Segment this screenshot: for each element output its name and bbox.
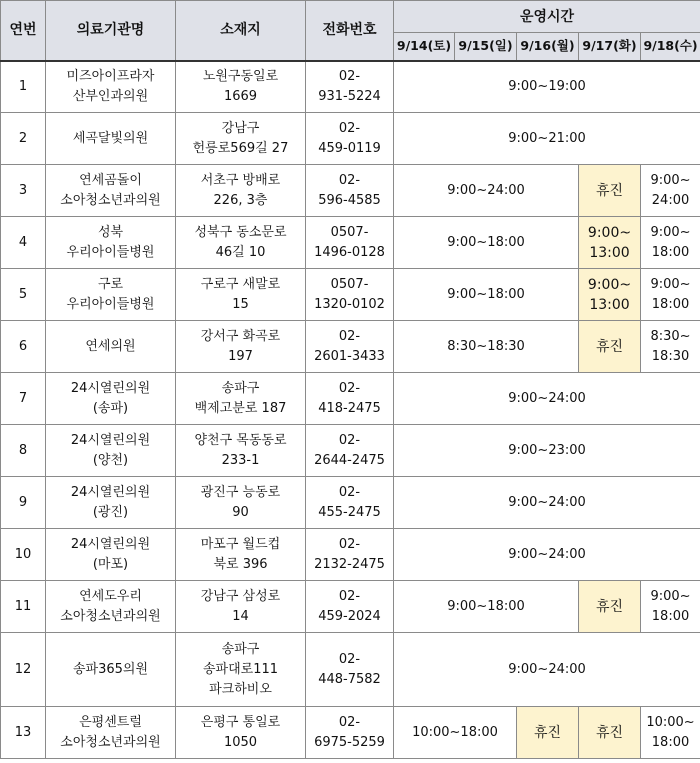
closed-cell: 휴진	[579, 165, 641, 217]
table-row	[1, 707, 700, 759]
hours-cell: 9:00~ 18:00	[641, 581, 700, 633]
table-row	[1, 269, 700, 321]
hours-cell: 9:00~ 18:00	[641, 217, 700, 269]
hospital-address: 강서구 화곡로 197	[176, 321, 306, 373]
table-row	[1, 113, 700, 165]
table-row	[1, 633, 700, 707]
row-number: 3	[1, 165, 46, 217]
hospital-address: 광진구 능동로 90	[176, 477, 306, 529]
header-date-4: 9/18(수)	[641, 33, 700, 61]
hours-cell: 10:00~18:00	[394, 707, 517, 759]
hospital-name: 송파365의원	[46, 633, 176, 707]
hospital-phone: 02- 596-4585	[306, 165, 394, 217]
hours-cell: 8:30~18:30	[394, 321, 579, 373]
row-number: 2	[1, 113, 46, 165]
hospital-address: 은평구 통일로 1050	[176, 707, 306, 759]
row-number: 4	[1, 217, 46, 269]
hospital-name: 24시열린의원 (양천)	[46, 425, 176, 477]
table-row	[1, 529, 700, 581]
hospital-address: 양천구 목동동로 233-1	[176, 425, 306, 477]
hospital-name: 연세곰돌이 소아청소년과의원	[46, 165, 176, 217]
hours-cell: 9:00~24:00	[394, 477, 700, 529]
row-number: 13	[1, 707, 46, 759]
hospital-address: 강남구 삼성로 14	[176, 581, 306, 633]
table-header	[1, 1, 700, 61]
hospital-name: 연세의원	[46, 321, 176, 373]
hospital-name: 구로 우리아이들병원	[46, 269, 176, 321]
table-row	[1, 373, 700, 425]
hours-cell: 9:00~24:00	[394, 529, 700, 581]
hospital-address: 구로구 새말로 15	[176, 269, 306, 321]
hospital-phone: 02- 459-2024	[306, 581, 394, 633]
table-row	[1, 425, 700, 477]
row-number: 12	[1, 633, 46, 707]
row-number: 11	[1, 581, 46, 633]
hospital-phone: 02- 931-5224	[306, 61, 394, 113]
hospital-name: 24시열린의원 (송파)	[46, 373, 176, 425]
header-date-3: 9/17(화)	[579, 33, 641, 61]
header-date-2: 9/16(월)	[517, 33, 579, 61]
header-date-0: 9/14(토)	[394, 33, 455, 61]
hours-cell: 8:30~ 18:30	[641, 321, 700, 373]
hospital-phone: 02- 2644-2475	[306, 425, 394, 477]
hospital-phone: 02- 459-0119	[306, 113, 394, 165]
hours-cell: 9:00~18:00	[394, 269, 579, 321]
hospital-address: 송파구 송파대로111 파크하비오	[176, 633, 306, 707]
closed-cell: 9:00~ 13:00	[579, 217, 641, 269]
table-row	[1, 217, 700, 269]
hours-cell: 9:00~ 24:00	[641, 165, 700, 217]
closed-cell: 휴진	[579, 707, 641, 759]
row-number: 6	[1, 321, 46, 373]
hospital-phone: 0507- 1320-0102	[306, 269, 394, 321]
hospital-phone: 02- 2601-3433	[306, 321, 394, 373]
hospital-name: 연세도우리 소아청소년과의원	[46, 581, 176, 633]
hospital-name: 성북 우리아이들병원	[46, 217, 176, 269]
closed-cell: 휴진	[517, 707, 579, 759]
hours-cell: 9:00~ 18:00	[641, 269, 700, 321]
row-number: 8	[1, 425, 46, 477]
header-hours: 운영시간	[394, 1, 700, 33]
hospital-address: 노원구동일로 1669	[176, 61, 306, 113]
row-number: 10	[1, 529, 46, 581]
header-name: 의료기관명	[46, 1, 176, 61]
closed-cell: 휴진	[579, 321, 641, 373]
table-row	[1, 61, 700, 113]
hospital-name: 24시열린의원 (마포)	[46, 529, 176, 581]
hospital-address: 마포구 월드컵 북로 396	[176, 529, 306, 581]
header-date-1: 9/15(일)	[455, 33, 517, 61]
hours-cell: 9:00~21:00	[394, 113, 700, 165]
header-phone: 전화번호	[306, 1, 394, 61]
header-no: 연번	[1, 1, 46, 61]
hours-cell: 9:00~24:00	[394, 633, 700, 707]
hospital-phone: 02- 6975-5259	[306, 707, 394, 759]
hours-cell: 9:00~18:00	[394, 581, 579, 633]
closed-cell: 9:00~ 13:00	[579, 269, 641, 321]
hospital-phone: 0507- 1496-0128	[306, 217, 394, 269]
table-row	[1, 581, 700, 633]
row-number: 1	[1, 61, 46, 113]
row-number: 9	[1, 477, 46, 529]
hospital-name: 미즈아이프라자 산부인과의원	[46, 61, 176, 113]
hospital-phone: 02- 2132-2475	[306, 529, 394, 581]
hours-cell: 9:00~18:00	[394, 217, 579, 269]
hospital-address: 성북구 동소문로 46길 10	[176, 217, 306, 269]
hospital-phone: 02- 455-2475	[306, 477, 394, 529]
hours-cell: 9:00~23:00	[394, 425, 700, 477]
hours-cell: 9:00~24:00	[394, 373, 700, 425]
hours-cell: 9:00~19:00	[394, 61, 700, 113]
closed-cell: 휴진	[579, 581, 641, 633]
hours-cell: 9:00~24:00	[394, 165, 579, 217]
row-number: 7	[1, 373, 46, 425]
header-address: 소재지	[176, 1, 306, 61]
table-row	[1, 321, 700, 373]
hospital-phone: 02- 448-7582	[306, 633, 394, 707]
hospital-name: 은평센트럴 소아청소년과의원	[46, 707, 176, 759]
table-body	[1, 61, 700, 759]
hospital-address: 서초구 방배로 226, 3층	[176, 165, 306, 217]
hospital-name: 세곡달빛의원	[46, 113, 176, 165]
hospital-name: 24시열린의원 (광진)	[46, 477, 176, 529]
hospital-address: 송파구 백제고분로 187	[176, 373, 306, 425]
table-row	[1, 165, 700, 217]
hospital-phone: 02- 418-2475	[306, 373, 394, 425]
row-number: 5	[1, 269, 46, 321]
hours-cell: 10:00~ 18:00	[641, 707, 700, 759]
hospital-address: 강남구 헌릉로569길 27	[176, 113, 306, 165]
table-row	[1, 477, 700, 529]
